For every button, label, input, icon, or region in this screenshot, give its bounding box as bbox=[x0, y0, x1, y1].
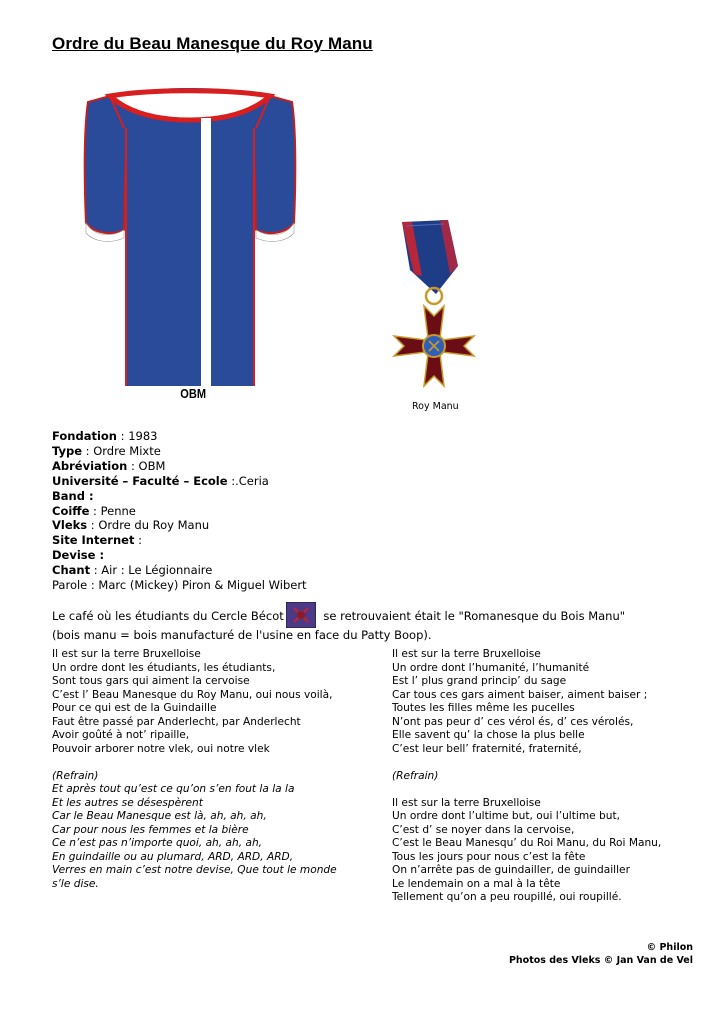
medal-caption: Roy Manu bbox=[412, 401, 459, 412]
info-row-vleks: Vleks : Ordre du Roy Manu bbox=[52, 518, 210, 533]
info-row-band: Band : bbox=[52, 488, 94, 503]
medal-image bbox=[392, 218, 482, 398]
info-row-abreviation: Abréviation : OBM bbox=[52, 458, 166, 473]
song-line: Tellement qu’on a peu roupillé, oui roupillé. bbox=[392, 891, 622, 903]
cafe-text-line2: (bois manu = bois manufacturé de l'usine en face du Patty Boop). bbox=[52, 628, 432, 642]
info-row-coiffe: Coiffe : Penne bbox=[52, 503, 136, 518]
refrain-line: s’le dise. bbox=[52, 877, 99, 890]
page-title: Ordre du Beau Manesque du Roy Manu bbox=[52, 34, 373, 53]
refrain-label: (Refrain) bbox=[392, 769, 439, 782]
refrain-label: (Refrain) bbox=[52, 769, 99, 782]
cafe-text-after: se retrouvaient était le "Romanesque du Bois Manu" bbox=[319, 609, 626, 623]
song-line: Un ordre dont les étudiants, les étudiants, bbox=[52, 661, 276, 674]
jersey-label: OBM bbox=[180, 386, 207, 401]
song-left-column bbox=[52, 648, 337, 891]
song-line: C’est l’ Beau Manesque du Roy Manu, oui nous voilà, bbox=[52, 688, 333, 701]
credit-photos: Photos des Vleks © Jan Van de Vel bbox=[508, 955, 693, 966]
info-list bbox=[52, 429, 307, 593]
refrain-line: Car le Beau Manesque est là, ah, ah, ah, bbox=[52, 810, 267, 822]
medal-cross bbox=[394, 306, 474, 386]
song-line: Tous les jours pour nous c’est la fête bbox=[392, 850, 586, 863]
song-line: Car tous ces gars aiment baiser, aiment baiser ; bbox=[392, 688, 648, 701]
cafe-paragraph bbox=[52, 602, 692, 643]
song-line: Pouvoir arborer notre vlek, oui notre vlek bbox=[52, 742, 270, 755]
credits bbox=[509, 941, 693, 967]
cercle-becot-badge-icon bbox=[286, 602, 316, 628]
song-line: Il est sur la terre Bruxelloise bbox=[392, 796, 541, 809]
info-row-universite: Université – Faculté – Ecole :.Ceria bbox=[52, 473, 269, 488]
info-row-chant: Chant : Air : Le Légionnaire bbox=[52, 563, 213, 578]
song-line: Faut être passé par Anderlecht, par Anderlecht bbox=[52, 715, 301, 728]
song-line: Pour ce qui est de la Guindaille bbox=[52, 702, 217, 714]
song-right-column bbox=[392, 648, 661, 905]
info-row-fondation: Fondation : 1983 bbox=[52, 429, 158, 443]
refrain-line: Et les autres se désespèrent bbox=[52, 796, 203, 809]
song-line: Un ordre dont l’humanité, l’humanité bbox=[392, 661, 590, 674]
refrain-line: Car pour nous les femmes et la bière bbox=[52, 823, 249, 836]
cafe-text-before: Le café où les étudiants du Cercle Bécot bbox=[52, 609, 284, 623]
song-line: Un ordre dont l’ultime but, oui l’ultime but, bbox=[392, 810, 620, 822]
song-line: Le lendemain on a mal à la tête bbox=[392, 877, 561, 890]
info-row-type: Type : Ordre Mixte bbox=[52, 443, 161, 458]
info-row-parole: Parole : Marc (Mickey) Piron & Miguel Wibert bbox=[52, 578, 307, 593]
song-line: Il est sur la terre Bruxelloise bbox=[392, 648, 541, 660]
song-line: Est l’ plus grand princip’ du sage bbox=[392, 675, 567, 687]
song-line: Sont tous gars qui aiment la cervoise bbox=[52, 675, 250, 687]
info-row-site-internet: Site Internet : bbox=[52, 533, 142, 548]
jersey-image bbox=[80, 88, 300, 388]
song-line: N’ont pas peur d’ ces vérol és, d’ ces vérolés, bbox=[392, 715, 634, 728]
refrain-line: Ce n’est pas n’importe quoi, ah, ah, ah, bbox=[52, 837, 263, 849]
info-row-devise: Devise : bbox=[52, 548, 105, 563]
song-line: Avoir goûté à not’ ripaille, bbox=[52, 729, 190, 741]
song-line: Il est sur la terre Bruxelloise bbox=[52, 648, 201, 660]
credit-philon: © Philon bbox=[646, 942, 693, 953]
jersey-body bbox=[110, 88, 270, 386]
refrain-line: Verres en main c’est notre devise, Que tout le monde bbox=[52, 864, 337, 876]
refrain-line: Et après tout qu’est ce qu’on s’en fout la la la bbox=[52, 783, 295, 795]
song-line: Elle savent qu’ la chose la plus belle bbox=[392, 729, 585, 741]
song-line: C’est leur bell’ fraternité, fraternité, bbox=[392, 742, 582, 755]
song-line: On n’arrête pas de guindailler, de guindailler bbox=[392, 864, 630, 876]
song-line: C’est d’ se noyer dans la cervoise, bbox=[392, 823, 575, 836]
refrain-line: En guindaille ou au plumard, ARD, ARD, ARD, bbox=[52, 850, 294, 863]
song-line: C’est le Beau Manesqu’ du Roi Manu, du Roi Manu, bbox=[392, 837, 662, 849]
song-line: Toutes les filles même les pucelles bbox=[392, 702, 575, 714]
